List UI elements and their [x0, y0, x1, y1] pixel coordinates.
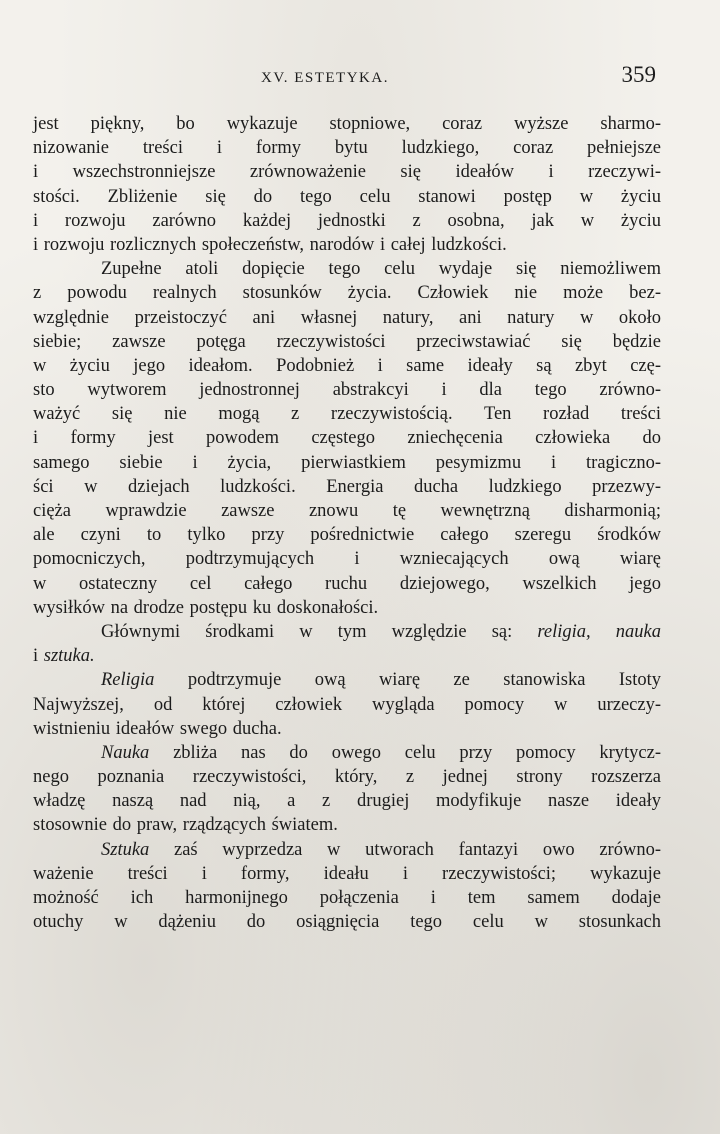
text-line: i rozwoju rozlicznych społeczeństw, narodów i całej ludzkości. — [33, 234, 507, 255]
term-nauka-heading: Nauka — [101, 742, 150, 763]
text-line: ści w dziejach ludzkości. Energia ducha ludzkiego przezwy- — [33, 476, 661, 497]
line-text: i — [33, 646, 44, 667]
term-religia-heading: Religia — [101, 670, 155, 691]
text-line: siebie; zawsze potęga rzeczywistości przeciwstawiać się będzie — [33, 331, 661, 352]
term-religia: religia, — [537, 621, 591, 642]
text-line: możność ich harmonijnego połączenia i tem samem dodaje — [33, 888, 661, 908]
body-text — [33, 112, 661, 934]
text-line: ważenie treści i formy, ideału i rzeczywistości; wykazuje — [33, 863, 661, 884]
line-text: zbliża nas do owego celu przy pomocy krytycz- — [149, 742, 661, 763]
text-line: wistnieniu ideałów swego ducha. — [33, 718, 282, 739]
text-line: ważyć się nie mogą z rzeczywistością. Ten rozład treści — [33, 404, 661, 425]
text-line — [33, 620, 661, 644]
text-line — [33, 668, 661, 692]
text-line: stosownie do praw, rządzących światem. — [33, 815, 338, 836]
text-line: i formy jest powodem częstego zniechęcenia człowieka do — [33, 428, 661, 449]
text-line: Zupełne atoli dopięcie tego celu wydaje się niemożliwem — [101, 259, 661, 280]
text-line: ale czyni to tylko przy pośrednictwie całego szeregu środków — [33, 525, 661, 546]
text-line: pomocniczych, podtrzymujących i wzniecających ową wiarę — [33, 549, 661, 570]
text-line: otuchy w dążeniu do osiągnięcia tego celu w stosunkach — [33, 912, 661, 933]
text-line: w życiu jego ideałom. Podobnież i same ideały są zbyt czę- — [33, 355, 661, 376]
text-line: jest piękny, bo wykazuje stopniowe, coraz wyższe sharmo- — [33, 114, 661, 134]
line-text: Głównymi środkami w tym względzie są: — [101, 621, 538, 642]
text-line: nizowanie treści i formy bytu ludzkiego, coraz pełniejsze — [33, 138, 661, 159]
text-line: wysiłków na drodze postępu ku doskonałości. — [33, 597, 379, 618]
text-line: nego poznania rzeczywistości, który, z jednej strony rozszerza — [33, 767, 661, 788]
term-sztuka-heading: Sztuka — [101, 839, 150, 860]
running-head — [36, 62, 656, 92]
line-text: zaś wyprzedza w utworach fantazyi owo zrówno- — [149, 839, 661, 860]
text-line — [33, 644, 661, 668]
running-title: XV. ESTETYKA. — [261, 70, 389, 86]
text-line: w ostateczny cel całego ruchu dziejowego, wszelkich jego — [33, 573, 661, 594]
text-line — [33, 838, 661, 862]
text-line: i rozwoju zarówno każdej jednostki z osobna, jak w życiu — [33, 210, 661, 231]
text-line: Najwyższej, od której człowiek wygląda pomocy w urzeczy- — [33, 694, 661, 715]
line-text: podtrzymuje ową wiarę ze stanowiska Istoty — [154, 670, 661, 691]
term-nauka: nauka — [615, 621, 662, 642]
page-number: 359 — [621, 62, 656, 87]
text-line: władzę naszą nad nią, a z drugiej modyfikuje nasze ideały — [33, 791, 661, 812]
text-line: i wszechstronniejsze zrównoważenie się ideałów i rzeczywi- — [33, 162, 661, 183]
text-line: względnie przeistoczyć ani własnej natury, ani natury w około — [33, 307, 661, 328]
text-line — [33, 741, 661, 765]
term-sztuka: sztuka. — [43, 646, 95, 667]
text-line: z powodu realnych stosunków życia. Człowiek nie może bez- — [33, 283, 661, 304]
text-line: sto wytworem jednostronnej abstrakcyi i dla tego zrówno- — [33, 380, 661, 401]
text-line: cięża wprawdzie zawsze znowu tę wewnętrzną disharmonią; — [33, 501, 661, 521]
text-line: stości. Zbliżenie się do tego celu stanowi postęp w życiu — [33, 186, 661, 207]
text-line: samego siebie i życia, pierwiastkiem pesymizmu i tragiczno- — [33, 452, 661, 473]
